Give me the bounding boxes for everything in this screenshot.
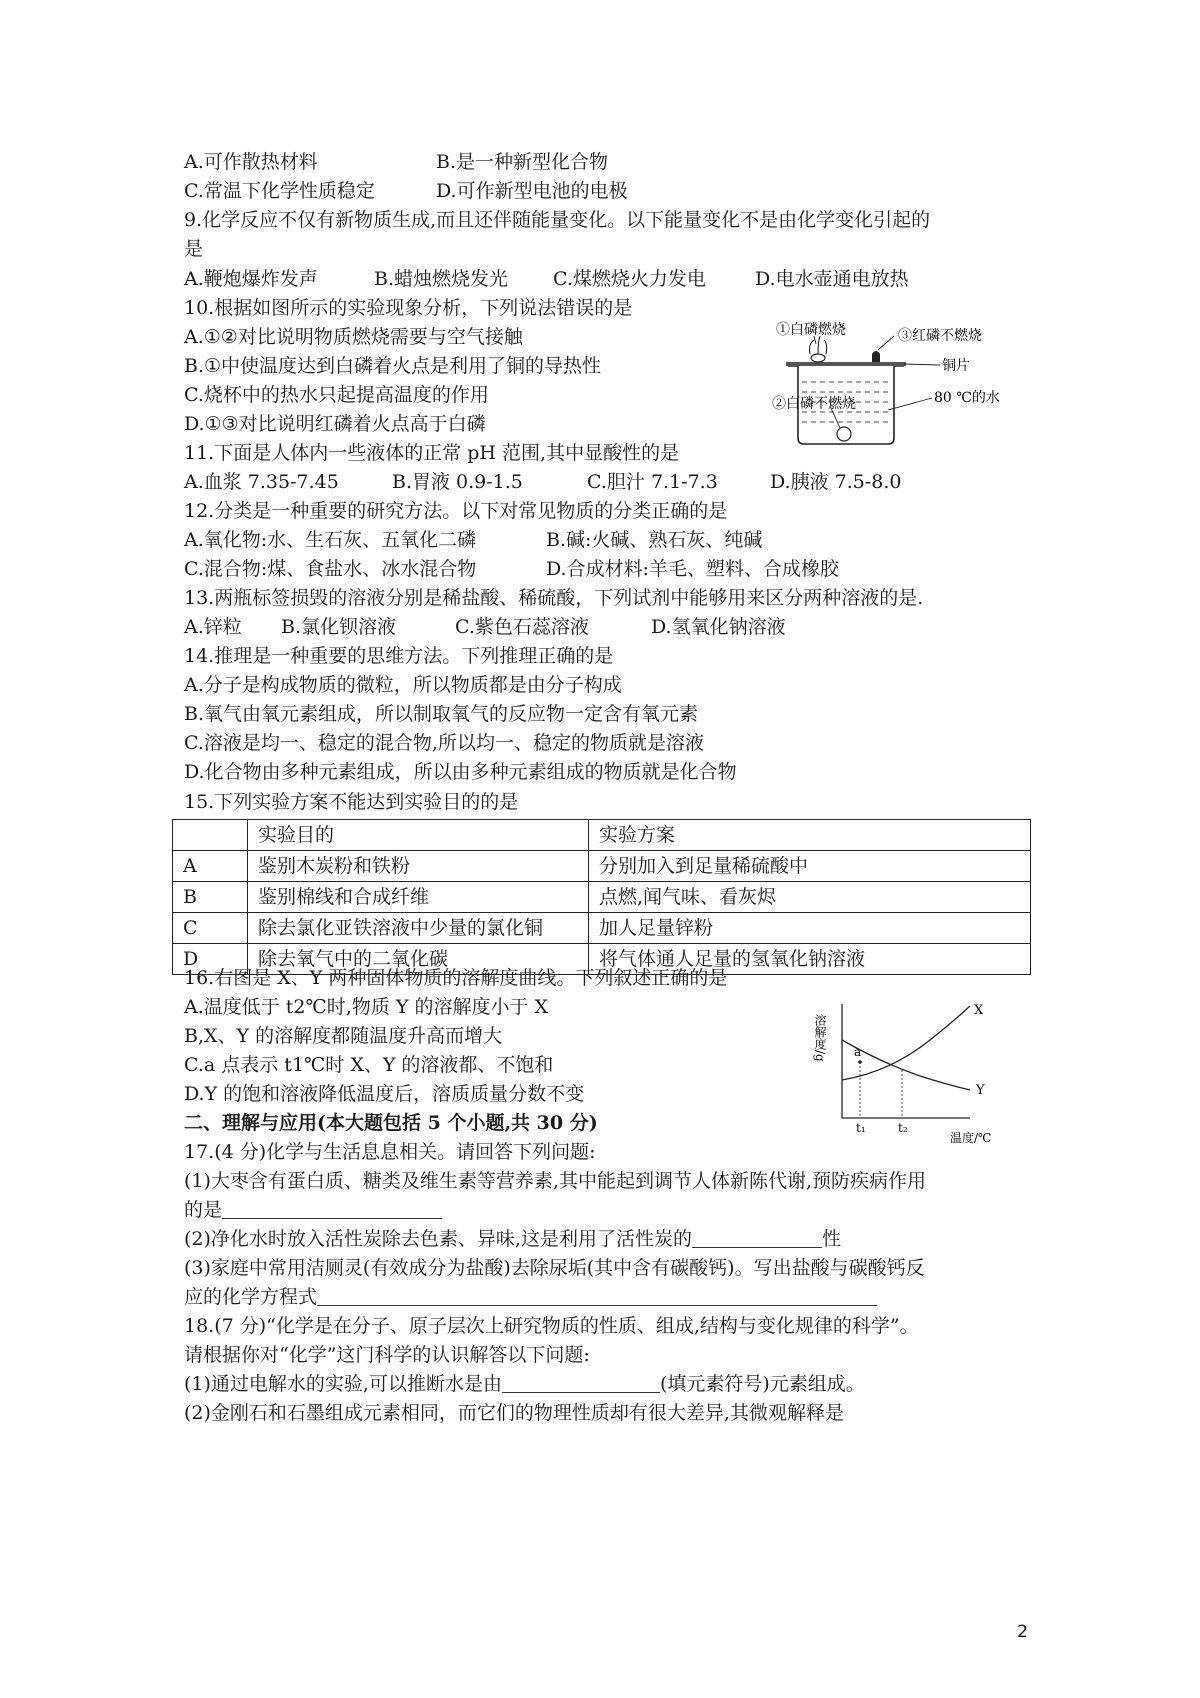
table-cell: D (173, 944, 248, 975)
q10-flame-icon (810, 336, 827, 354)
table-cell: 鉴别棉线和合成纤维 (248, 882, 589, 913)
table-header-cell (173, 820, 248, 851)
q12-option-b: B.碱:火碱、熟石灰、纯碱 (546, 529, 763, 551)
q17-part3-line1: (3)家庭中常用洁厕灵(有效成分为盐酸)去除尿垢(其中含有碳酸钙)。写出盐酸与碳酸钙反 (184, 1257, 925, 1279)
q14-option-a: A.分子是构成物质的微粒，所以物质都是由分子构成 (184, 674, 622, 696)
q10-option-a: A.①②对比说明物质燃烧需要与空气接触 (184, 326, 523, 348)
q18-part1 (184, 1369, 865, 1399)
q13-options (184, 612, 786, 642)
q16-ylabel: 溶解度/g (813, 1014, 827, 1062)
q14-option-c: C.溶液是均一、稳定的混合物,所以均一、稳定的物质就是溶液 (184, 732, 704, 754)
q16-t1-label: t₁ (856, 1121, 866, 1135)
page-number: 2 (1017, 1622, 1028, 1642)
q13-option-b: B.氯化钡溶液 (281, 616, 397, 638)
table-header-cell: 实验方案 (589, 820, 1031, 851)
q10-option-d: D.①③对比说明红磷着火点高于白磷 (184, 413, 486, 435)
q18-stem-line2: 请根据你对“化学”这门科学的认识解答以下问题: (184, 1344, 590, 1366)
q16-point-a-label: a (854, 1045, 862, 1059)
table-cell: 鉴别木炭粉和铁粉 (248, 851, 589, 882)
q12-option-d: D.合成材料:羊毛、塑料、合成橡胶 (546, 558, 839, 580)
table-cell: 分别加入到足量稀硫酸中 (589, 851, 1031, 882)
q16-option-a: A.温度低于 t2℃时,物质 Y 的溶解度小于 X (184, 996, 549, 1018)
table-cell: C (173, 913, 248, 944)
table-row (173, 882, 1031, 913)
table-cell: 除去氧气中的二氧化碳 (248, 944, 589, 975)
q16-option-c: C.a 点表示 t1℃时 X、Y 的溶液都、不饱和 (184, 1054, 554, 1076)
q8-options-row2 (184, 176, 628, 206)
q17-part3-line2 (184, 1282, 877, 1312)
q18-part2: (2)金刚石和石墨组成元素相同，而它们的物理性质却有很大差异,其微观解释是 (184, 1402, 844, 1424)
q11-options (184, 467, 902, 497)
q17-part1-line2 (184, 1195, 442, 1225)
q17-answer-blank-3[interactable] (317, 1283, 877, 1306)
q10-white-phosphorus-bottom (837, 427, 851, 441)
q8-option-d: D.可作新型电池的电极 (436, 180, 628, 202)
q10-label-water: 80 ℃的水 (934, 390, 1000, 406)
q10-apparatus-figure (770, 318, 1030, 450)
q9-stem-line1: 9.化学反应不仅有新物质生成,而且还伴随能量变化。以下能量变化不是由化学变化引起的 (184, 209, 931, 231)
q17-part3-text: 应的化学方程式 (184, 1286, 318, 1308)
q17-part1-text: 的是 (184, 1199, 223, 1221)
table-row (173, 851, 1031, 882)
q18-answer-blank-1[interactable] (502, 1370, 660, 1393)
q17-answer-blank-1[interactable] (222, 1196, 442, 1219)
q17-part2-suffix: 性 (821, 1228, 841, 1250)
table-cell: A (173, 851, 248, 882)
q10-label-copper: 铜片 (942, 358, 970, 374)
q18-part1-suffix: (填元素符号)元素组成。 (659, 1373, 865, 1395)
table-row (173, 913, 1031, 944)
q10-label-white-p-burning: ①白磷燃烧 (776, 322, 846, 338)
q16-curve-x-label: X (974, 1003, 984, 1018)
q10-option-c: C.烧杯中的热水只起提高温度的作用 (184, 384, 489, 406)
q10-white-phosphorus-top (811, 354, 825, 362)
q8-option-a: A.可作散热材料 (184, 151, 318, 173)
q10-option-b: B.①中使温度达到白磷着火点是利用了铜的导热性 (184, 355, 602, 377)
q9-options (184, 264, 909, 294)
q10-copper-plate (786, 362, 906, 366)
q16-t2-label: t₂ (898, 1121, 908, 1135)
q13-option-d: D.氢氧化钠溶液 (651, 616, 786, 638)
q11-stem: 11.下面是人体内一些液体的正常 pH 范围,其中显酸性的是 (184, 442, 680, 464)
q16-solubility-figure (813, 1000, 1030, 1150)
q9-option-c: C.煤燃烧火力发电 (553, 268, 706, 290)
q10-label-white-p-water: ②白磷不燃烧 (772, 396, 856, 412)
q15-table (172, 819, 1031, 975)
q12-option-c: C.混合物:煤、食盐水、冰水混合物 (184, 558, 477, 580)
q18-stem-line1: 18.(7 分)“化学是在分子、原子层次上研究物质的性质、组成,结构与变化规律的科学”。 (184, 1315, 919, 1337)
q12-stem: 12.分类是一种重要的研究方法。以下对常见物质的分类正确的是 (184, 500, 728, 522)
q9-stem-line2: 是 (184, 238, 204, 260)
q13-option-c: C.紫色石蕊溶液 (455, 616, 589, 638)
q8-option-c: C.常温下化学性质稳定 (184, 180, 375, 202)
q8-option-b: B.是一种新型化合物 (436, 151, 609, 173)
q16-xlabel: 温度/℃ (950, 1131, 992, 1145)
q16-option-d: D.Y 的饱和溶液降低温度后，溶质质量分数不变 (184, 1083, 585, 1105)
q11-option-c: C.胆汁 7.1-7.3 (587, 471, 718, 493)
q12-options-row2 (184, 554, 839, 584)
q16-option-b: B,X、Y 的溶解度都随温度升高而增大 (184, 1025, 503, 1047)
q11-option-b: B.胃液 0.9-1.5 (392, 471, 523, 493)
q18-part1-text: (1)通过电解水的实验,可以推断水是由 (184, 1373, 502, 1395)
q10-label-red-p: ③红磷不燃烧 (898, 328, 982, 344)
q9-option-b: B.蜡烛燃烧发光 (374, 268, 509, 290)
q15-stem: 15.下列实验方案不能达到实验目的的是 (184, 791, 519, 813)
q16-curve-y-label: Y (976, 1083, 985, 1098)
table-header-cell: 实验目的 (248, 820, 589, 851)
q8-options-row1 (184, 147, 609, 177)
q16-curve-y (842, 1040, 970, 1090)
q13-option-a: A.锌粒 (184, 616, 242, 638)
q14-option-d: D.化合物由多种元素组成，所以由多种元素组成的物质就是化合物 (184, 761, 737, 783)
q13-stem: 13.两瓶标签损毁的溶液分别是稀盐酸、稀硫酸，下列试剂中能够用来区分两种溶液的是. (184, 587, 924, 609)
q17-part2 (184, 1224, 841, 1254)
q10-red-phosphorus (872, 351, 880, 362)
table-cell: 加人足量锌粉 (589, 913, 1031, 944)
q12-options-row1 (184, 525, 763, 555)
table-cell: 除去氯化亚铁溶液中少量的氯化铜 (248, 913, 589, 944)
q17-answer-blank-2[interactable] (692, 1225, 822, 1248)
q11-option-d: D.胰液 7.5-8.0 (770, 471, 902, 493)
q14-option-b: B.氧气由氧元素组成，所以制取氧气的反应物一定含有氧元素 (184, 703, 699, 725)
q10-stem: 10.根据如图所示的实验现象分析，下列说法错误的是 (184, 297, 633, 319)
q16-stem: 16.右图是 X、Y 两种固体物质的溶解度曲线。下列叙述正确的是 (184, 967, 728, 989)
table-cell: 点燃,闻气味、看灰烬 (589, 882, 1031, 913)
q16-curve-x (842, 1006, 970, 1080)
q12-option-a: A.氧化物:水、生石灰、五氧化二磷 (184, 529, 477, 551)
table-cell: B (173, 882, 248, 913)
q17-part2-text: (2)净化水时放入活性炭除去色素、异味,这是利用了活性炭的 (184, 1228, 692, 1250)
section-heading: 二、理解与应用(本大题包括 5 个小题,共 30 分) (184, 1112, 598, 1134)
q17-stem: 17.(4 分)化学与生活息息相关。请回答下列问题: (184, 1141, 596, 1163)
table-cell: 将气体通人足量的氢氧化钠溶液 (589, 944, 1031, 975)
q17-part1-line1: (1)大枣含有蛋白质、糖类及维生素等营养素,其中能起到调节人体新陈代谢,预防疾病作用 (184, 1170, 926, 1192)
q11-option-a: A.血浆 7.35-7.45 (184, 471, 339, 493)
q9-option-a: A.鞭炮爆炸发声 (184, 268, 318, 290)
table-header-row (173, 820, 1031, 851)
q14-stem: 14.推理是一种重要的思维方法。下列推理正确的是 (184, 645, 614, 667)
q9-option-d: D.电水壶通电放热 (755, 268, 909, 290)
